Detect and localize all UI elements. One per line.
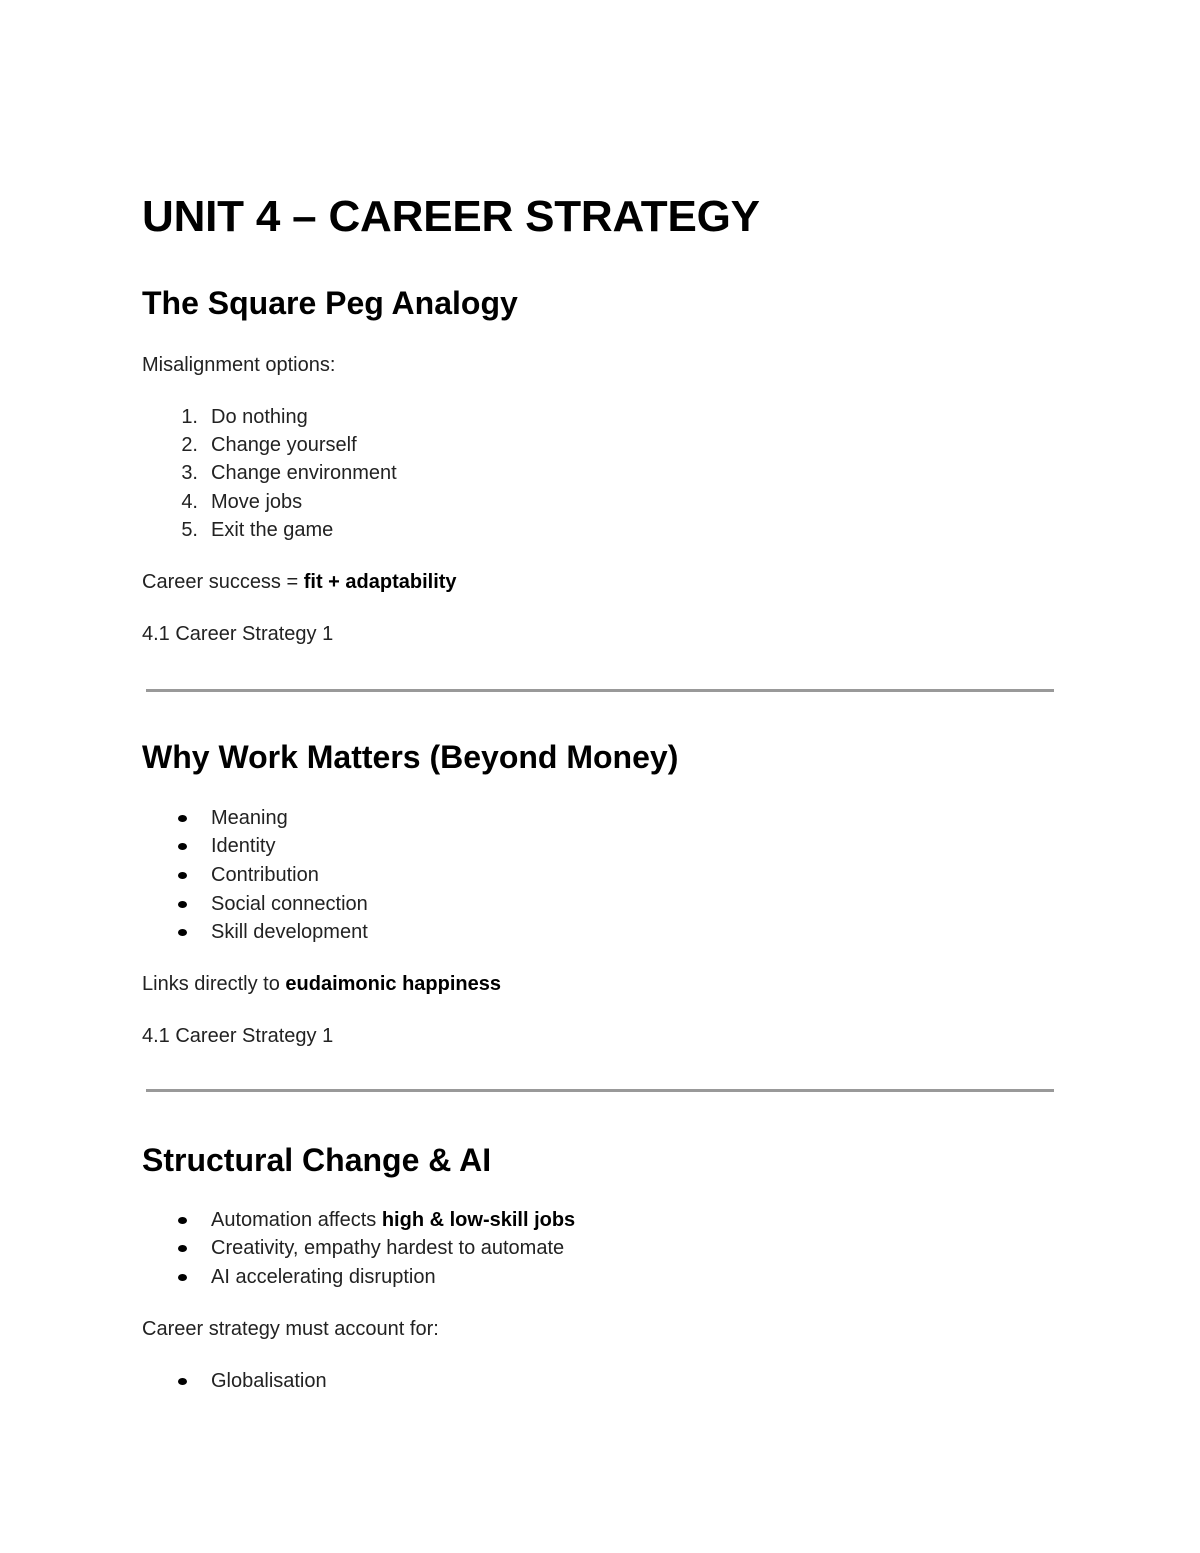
section-heading-square-peg: The Square Peg Analogy — [142, 285, 518, 321]
misalignment-intro: Misalignment options: — [142, 354, 336, 376]
bullet-icon — [178, 1378, 187, 1385]
section-heading-why-work-matters: Why Work Matters (Beyond Money) — [142, 739, 679, 775]
bullet-icon — [178, 843, 187, 850]
list-item — [0, 863, 700, 887]
list-item-text: Change yourself — [211, 434, 357, 456]
list-item — [0, 490, 700, 514]
list-item-text: Contribution — [211, 864, 319, 886]
list-item — [0, 1236, 700, 1260]
summary-bold-text: eudaimonic happiness — [285, 973, 501, 995]
career-success-summary — [142, 570, 457, 594]
list-marker: 3. — [181, 462, 198, 484]
list-item — [0, 806, 700, 830]
list-item-text: Change environment — [211, 462, 397, 484]
section-divider — [146, 689, 1054, 692]
list-marker: 5. — [181, 519, 198, 541]
list-item-text — [211, 1208, 575, 1232]
source-reference: 4.1 Career Strategy 1 — [142, 623, 334, 645]
source-reference: 4.1 Career Strategy 1 — [142, 1025, 334, 1047]
list-marker: 2. — [181, 434, 198, 456]
list-item — [0, 405, 700, 429]
summary-text: Career success = — [142, 571, 304, 593]
list-item — [0, 834, 700, 858]
list-item — [0, 518, 700, 542]
bullet-icon — [178, 1274, 187, 1281]
bullet-icon — [178, 901, 187, 908]
eudaimonic-summary — [142, 972, 501, 996]
list-item-prefix: Automation affects — [211, 1209, 382, 1231]
list-marker: 1. — [181, 406, 198, 428]
list-item — [0, 433, 700, 457]
list-item-bold: high & low-skill jobs — [381, 1209, 576, 1231]
list-item-text: Skill development — [211, 921, 368, 943]
page-title: UNIT 4 – CAREER STRATEGY — [142, 192, 760, 241]
list-marker: 4. — [181, 491, 198, 513]
list-item — [0, 892, 700, 916]
list-item — [0, 1265, 700, 1289]
list-item-text: Meaning — [211, 807, 288, 829]
bullet-icon — [178, 929, 187, 936]
summary-bold-text: fit + adaptability — [303, 571, 457, 593]
section-heading-structural-change: Structural Change & AI — [142, 1142, 492, 1178]
list-item — [0, 461, 700, 485]
bullet-icon — [178, 815, 187, 822]
list-item-text: AI accelerating disruption — [211, 1266, 436, 1288]
list-item — [0, 1369, 700, 1393]
list-item-text: Exit the game — [211, 519, 334, 541]
list-item-text: Social connection — [211, 893, 368, 915]
section-divider — [146, 1089, 1054, 1092]
list-item-text: Identity — [211, 835, 276, 857]
career-strategy-intro: Career strategy must account for: — [142, 1318, 439, 1340]
summary-text: Links directly to — [142, 973, 286, 995]
list-item — [0, 920, 700, 944]
list-item — [0, 1208, 700, 1232]
bullet-icon — [178, 1217, 187, 1224]
bullet-icon — [178, 1245, 187, 1252]
bullet-icon — [178, 872, 187, 879]
list-item-text: Do nothing — [211, 406, 308, 428]
list-item-text: Creativity, empathy hardest to automate — [211, 1237, 565, 1259]
list-item-text: Globalisation — [211, 1370, 327, 1392]
list-item-text: Move jobs — [211, 491, 303, 513]
